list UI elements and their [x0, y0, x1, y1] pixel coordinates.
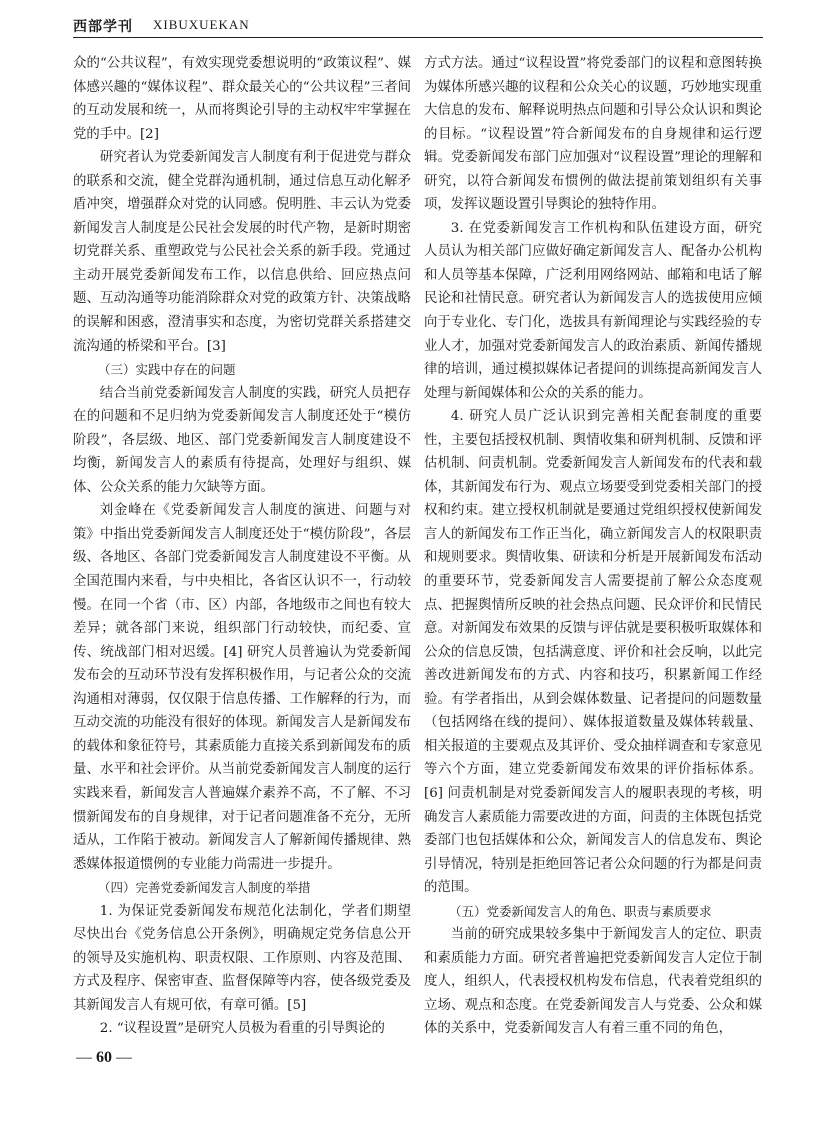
body-paragraph: 3. 在党委新闻发言工作机构和队伍建设方面，研究人员认为相关部门应做好确定新闻发言人、配备办公机构和人员等基本保障，广泛利用网络网站、邮箱和电话了解民论和社情民意。研究者认为新闻发言人的选拔使用应倾向于专业化、专门化，选拔具有新闻理论与实践经验的专业人才，加强对党委新闻发言人的政治素质、新闻传播规律的培训，通过模拟媒体记者提问的训练提高新闻发言人处理与新闻媒体和公众的关系的能力。 [424, 220, 762, 401]
body-paragraph: 1. 为保证党委新闻发布规范化法制化，学者们期望尽快出台《党务信息公开条例》，明确规定党务信息公开的领导及实施机构、职责权限、工作原则、内容及范围、方式及程序、保密审查、监督保障等内容，使各级党委及其新闻发言人有规可依，有章可循。[5] [73, 903, 411, 1013]
header-rule [73, 37, 763, 38]
journal-title-pinyin: XIBUXUEKAN [153, 17, 250, 32]
body-paragraph: 众的“公共议程”，有效实现党委想说明的“政策议程”、媒体感兴趣的“媒体议程”、群众最关心的“公共议程”三者间的互动发展和统一，从而将舆论引导的主动权牢牢掌握在党的手中。[2] [73, 56, 411, 142]
body-paragraph: 2. “议程设置”是研究人员极为看重的引导舆论的 [99, 1021, 385, 1037]
body-paragraph: 结合当前党委新闻发言人制度的实践，研究人员把存在的问题和不足归纳为党委新闻发言人制度还处于“模仿阶段”，各层级、地区、部门党委新闻发言人制度建设不均衡，新闻发言人的素质有待提高，处理好与组织、媒体、公众关系的能力欠缺等方面。 [73, 385, 411, 495]
page-number-value: 60 [96, 1049, 112, 1066]
body-paragraph: 研究者认为党委新闻发言人制度有利于促进党与群众的联系和交流，健全党群沟通机制，通过信息互动化解矛盾冲突，增强群众对党的认同感。倪明胜、丰云认为党委新闻发言人制度是公民社会发展的时代产物，是新时期密切党群关系、重塑政党与公民社会关系的新手段。党通过主动开展党委新闻发布工作，以信息供给、回应热点问题、互动沟通等功能消除群众对党的政策方针、决策战略的误解和困惑，澄清事实和态度，为密切党群关系搭建交流沟通的桥梁和平台。[3] [73, 150, 411, 354]
right-column [424, 52, 762, 1041]
section-heading: （四）完善党委新闻发言人制度的举措 [98, 880, 311, 896]
journal-title: 西部学刊 [73, 19, 133, 35]
running-header [73, 10, 763, 38]
section-heading: （五）党委新闻发言人的角色、职责与素质要求 [449, 903, 712, 919]
body-paragraph: 方式方法。通过“议程设置”将党委部门的议程和意图转换为媒体所感兴趣的议程和公众关心的议题，巧妙地实现重大信息的发布、解释说明热点问题和引导公众认识和舆论的目标。“议程设置”符合新闻发布的自身规律和运行逻辑。党委新闻发布部门应加强对“议程设置”理论的理解和研究，以符合新闻发布惯例的做法提前策划组织有关事项，发挥议题设置引导舆论的独特作用。 [424, 56, 762, 213]
left-column [73, 52, 411, 1041]
body-paragraph: 当前的研究成果较多集中于新闻发言人的定位、职责和素质能力方面。研究者普遍把党委新闻发言人定位于制度人，组织人，代表授权机构发布信息，代表着党组织的立场、观点和态度。在党委新闻发言人与党委、公众和媒体的关系中，党委新闻发言人有着三重不同的角色， [424, 927, 762, 1037]
body-paragraph: 刘金峰在《党委新闻发言人制度的演进、问题与对策》中指出党委新闻发言人制度还处于“模仿阶段”，各层级、各地区、各部门党委新闻发言人制度建设不平衡。从全国范围内来看，与中央相比，各省区认识不一，行动较慢。在同一个省（市、区）内部，各地级市之间也有较大差异；就各部门来说，组织部门行动较快，而纪委、宣传、统战部门相对迟缓。[4] 研究人员普遍认为党委新闻发布会的互动环节没有发挥积极作用，与记者公众的交流沟通相对薄弱，仅仅限于信息传播、工作解释的行为，而互动交流的功能没有很好的体现。新闻发言人是新闻发布的载体和象征符号，其素质能力直接关系到新闻发布的质量、水平和社会评价。从当前党委新闻发言人制度的运行实践来看，新闻发言人普遍媒介素养不高，不了解、不习惯新闻发布的自身规律，对于记者问题准备不充分，无所适从，工作陷于被动。新闻发言人了解新闻传播规律、熟悉媒体报道惯例的专业能力尚需进一步提升。 [73, 503, 411, 872]
section-heading: （三）实践中存在的问题 [98, 362, 236, 378]
page-number: — 60 — [76, 1049, 132, 1066]
body-paragraph: 4. 研究人员广泛认识到完善相关配套制度的重要性，主要包括授权机制、舆情收集和研判机制、反馈和评估机制、问责机制。党委新闻发言人新闻发布的代表和载体，其新闻发布行为、观点立场要受到党委相关部门的授权和约束。建立授权机制就是要通过党组织授权使新闻发言人的新闻发布工作正当化，确立新闻发言人的权限职责和规则要求。舆情收集、研读和分析是开展新闻发布活动的重要环节，党委新闻发言人需要提前了解公众态度观点、把握舆情所反映的社会热点问题、民众评价和民情民意。对新闻发布效果的反馈与评估就是要积极听取媒体和公众的信息反馈，包括满意度、评价和社会反响，以此完善改进新闻发布的方式、内容和技巧，积累新闻工作经验。有学者指出，从到会媒体数量、记者提问的问题数量（包括网络在线的提问）、媒体报道数量及媒体转载量、相关报道的主要观点及其评价、受众抽样调查和专家意见等六个方面，建立党委新闻发布效果的评价指标体系。[6] 问责机制是对党委新闻发言人的履职表现的考核，明确发言人素质能力需要改进的方面，问责的主体既包括党委部门也包括媒体和公众，新闻发言人的信息发布、舆论引导情况，特别是拒绝回答记者公众问题的行为都是问责的范围。 [424, 409, 762, 896]
